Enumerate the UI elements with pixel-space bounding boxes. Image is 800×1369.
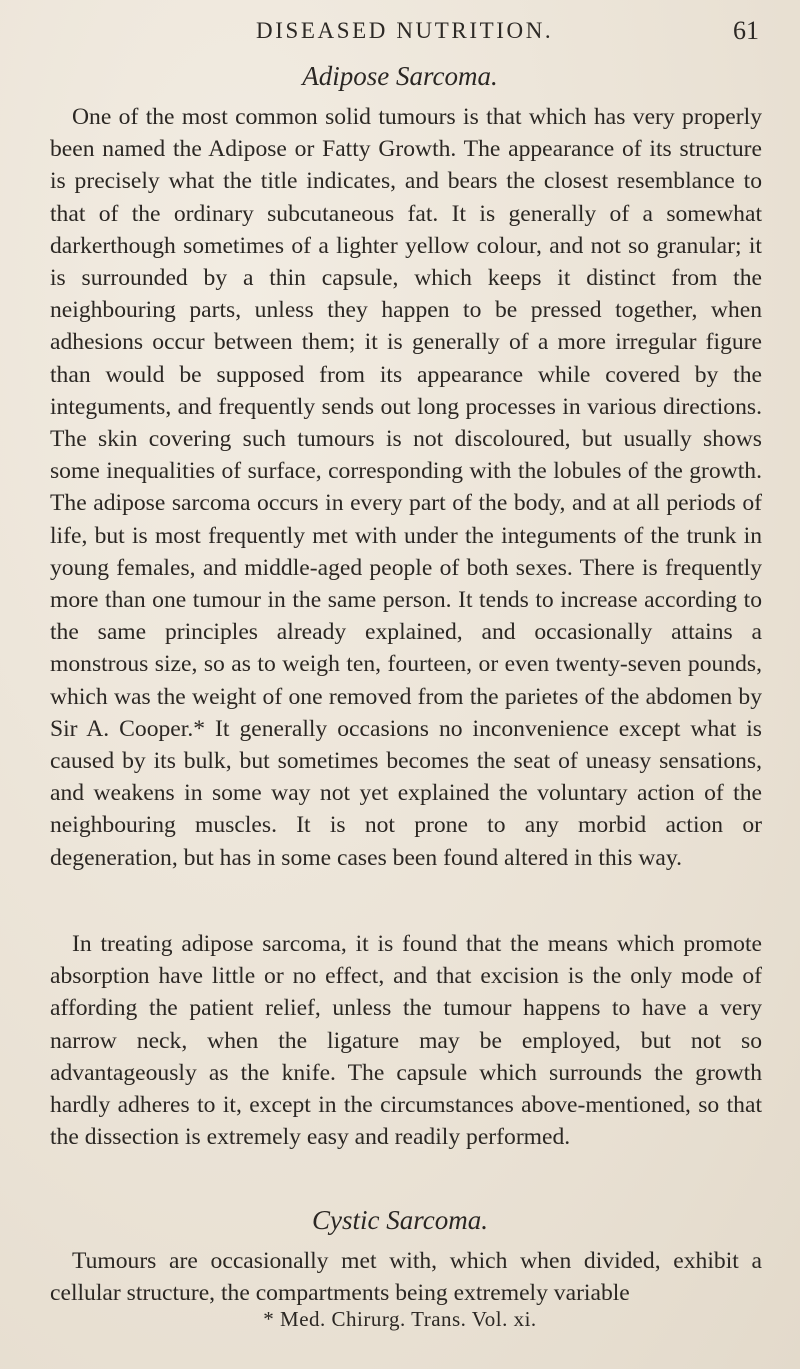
footnote: * Med. Chirurg. Trans. Vol. xi. <box>263 1307 537 1331</box>
section-heading-cystic-sarcoma: Cystic Sarcoma. <box>312 1205 488 1235</box>
running-header <box>0 14 800 48</box>
paragraph-adipose-description: One of the most common solid tumours is that which has very properly been named the Adipose or Fatty Growth. The appearance of its structure is precisely what the title indicates, and bears the closest resemblance to that of the ordinary subcutaneous fat. It is generally of a somewhat darkerthough sometimes of a lighter yellow colour, and not so granular; it is surrounded by a thin capsule, which keeps it distinct from the neighbouring parts, unless they happen to be pressed together, when adhesions occur between them; it is generally of a more irregular figure than would be supposed from its appearance while covered by the integuments, and frequently sends out long processes in various directions. The skin covering such tumours is not discoloured, but usually shows some inequalities of surface, corresponding with the lobules of the growth. The adipose sarcoma occurs in every part of the body, and at all periods of life, but is most frequently met with under the integuments of the trunk in young females, and middle-aged people of both sexes. There is frequently more than one tumour in the same person. It tends to increase according to the same principles already explained, and occasionally attains a monstrous size, so as to weigh ten, fourteen, or even twenty-seven pounds, which was the weight of one removed from the parietes of the abdomen by Sir A. Cooper.* It generally occasions no inconvenience except what is caused by its bulk, but sometimes becomes the seat of uneasy sensations, and weakens in some way not yet explained the voluntary action of the neighbouring muscles. It is not prone to any morbid action or degeneration, but has in some cases been found altered in this way. <box>50 104 762 871</box>
running-title: DISEASED NUTRITION. <box>256 18 554 43</box>
section-heading-adipose-sarcoma: Adipose Sarcoma. <box>302 61 498 91</box>
paragraph-adipose-treatment: In treating adipose sarcoma, it is found that the means which promote absorption have little or no effect, and that excision is the only mode of affording the patient relief, unless the tumour happens to have a very narrow neck, when the ligature may be employed, but not so advantageously as the knife. The capsule which surrounds the growth hardly adheres to it, except in the circumstances above-mentioned, so that the dissection is extremely easy and readily performed. <box>50 931 762 1151</box>
paragraph-cystic-description: Tumours are occasionally met with, which when divided, exhibit a cellular structure, the compartments being extremely variable <box>50 1248 762 1307</box>
page-number: 61 <box>733 16 759 45</box>
